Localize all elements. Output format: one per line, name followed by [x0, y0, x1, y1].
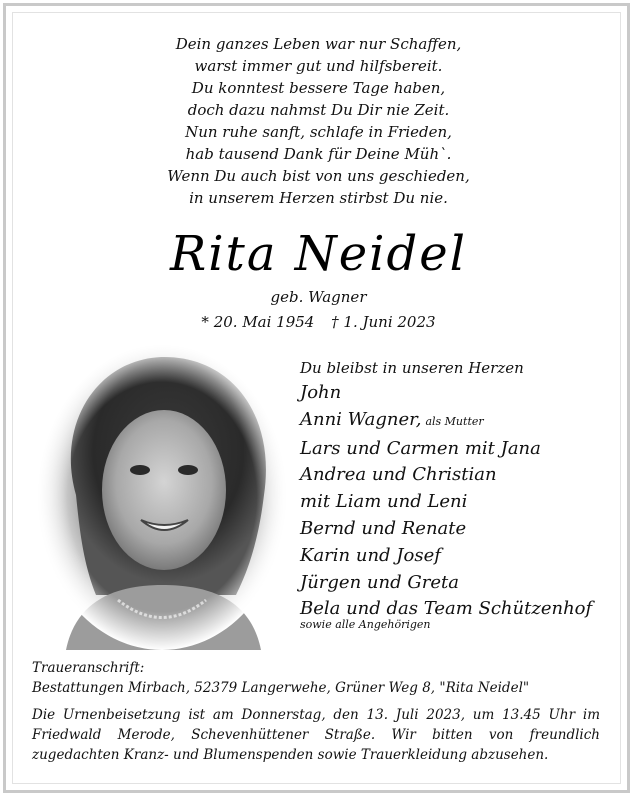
maiden-name: geb. Wagner: [270, 288, 367, 306]
address-text: Bestattungen Mirbach, 52379 Langerwehe, Grüner Weg 8, "Rita Neidel": [32, 680, 530, 696]
portrait-photo: [36, 345, 288, 650]
poem-line: doch dazu nahmst Du Dir nie Zeit.: [187, 101, 450, 119]
death-date: † 1. Juni 2023: [331, 313, 436, 331]
mourner-entry: mit Liam und Leni: [300, 491, 468, 513]
poem-line: Du konntest bessere Tage haben,: [191, 79, 446, 97]
life-dates: [0, 312, 637, 332]
burial-notice: Die Urnenbeisetzung ist am Donnerstag, den 13. Juli 2023, um 13.45 Uhr im Friedwald Merode, Schevenhüttener Straße. Wir bitten von freundlich zugedachten Kranz- und Blumenspenden sowie Trauerkleidung abzusehen.: [32, 707, 600, 763]
poem-line: hab tausend Dank für Deine Müh`.: [185, 145, 452, 163]
mourner-entry: Bela und das Team Schützenhof: [300, 598, 593, 620]
poem-line: Nun ruhe sanft, schlafe in Frieden,: [185, 123, 452, 141]
mourner-entry: Lars und Carmen mit Jana: [300, 437, 541, 459]
other-relatives: sowie alle Angehörigen: [300, 618, 431, 631]
deceased-name: Rita Neidel: [170, 226, 467, 282]
mourner-entry: Andrea und Christian: [300, 464, 497, 486]
poem-line: Wenn Du auch bist von uns geschieden,: [167, 167, 470, 185]
mourner-entry: Bernd und Renate: [300, 517, 467, 539]
mourners-list: [300, 380, 592, 623]
mourning-address: [32, 658, 529, 698]
mourner-entry: Jürgen und Greta: [300, 571, 459, 593]
mourner-relation: als Mutter: [425, 414, 484, 428]
poem: [0, 33, 637, 209]
mourner-entry: Karin und Josef: [300, 544, 441, 566]
mourner-entry: John: [300, 382, 342, 403]
poem-line: in unserem Herzen stirbst Du nie.: [189, 189, 448, 207]
mourner-entry: Anni Wagner, als Mutter: [300, 408, 484, 430]
poem-line: Dein ganzes Leben war nur Schaffen,: [175, 35, 462, 53]
address-label: Traueranschrift:: [32, 660, 145, 676]
mourners-intro: Du bleibst in unseren Herzen: [300, 359, 524, 377]
poem-line: warst immer gut und hilfsbereit.: [194, 57, 443, 75]
birth-date: * 20. Mai 1954: [201, 313, 315, 331]
